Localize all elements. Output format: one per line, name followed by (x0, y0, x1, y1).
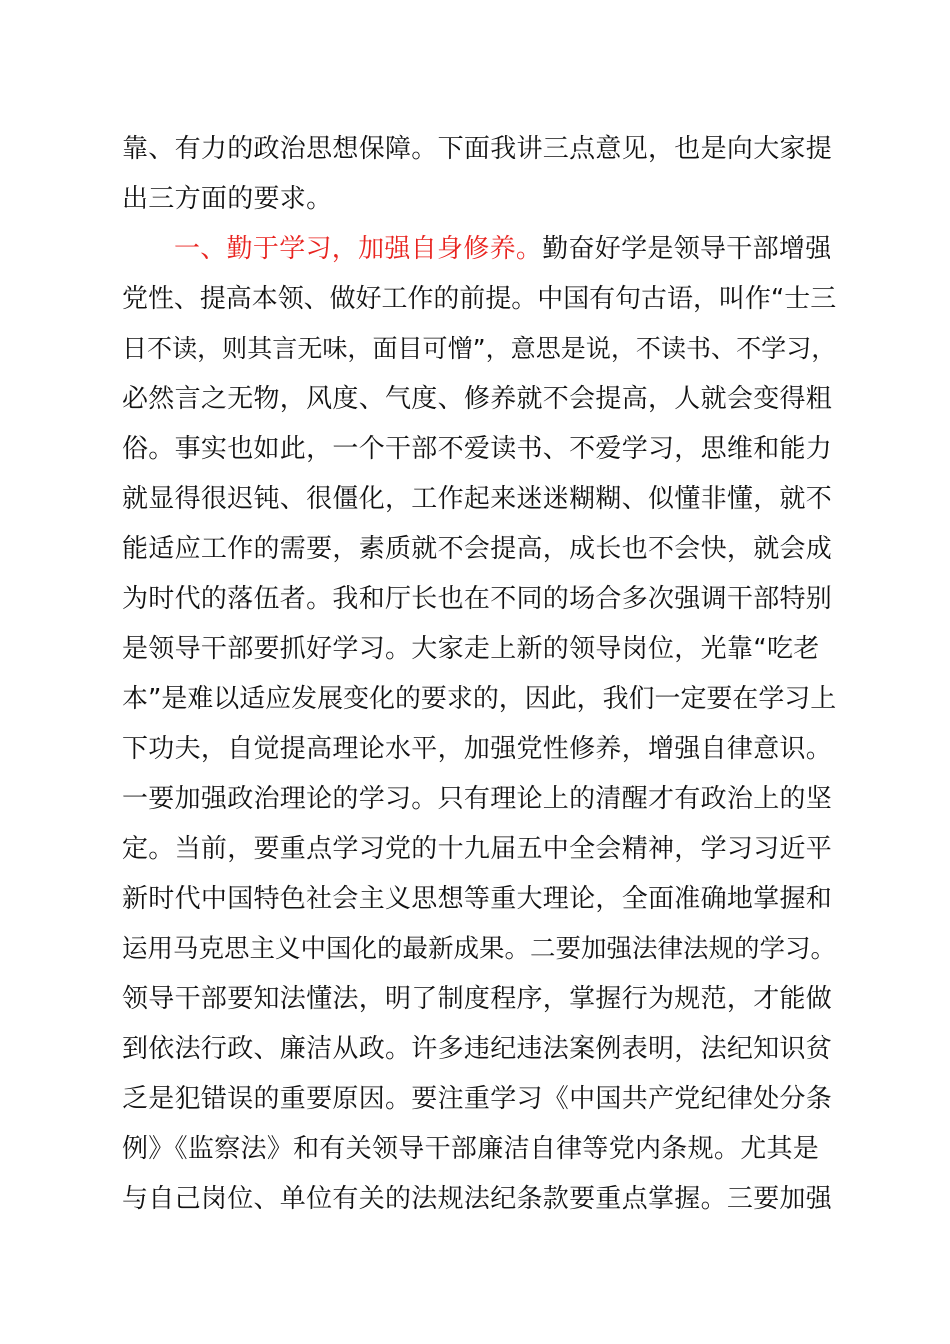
text-line: 日不读，则其言无味，面目可憎”，意思是说，不读书、不学习， (122, 334, 837, 363)
text-line: 就显得很迟钝、很僵化，工作起来迷迷糊糊、似懂非懂，就不 (122, 484, 833, 514)
text-line: 为时代的落伍者。我和厅长也在不同的场合多次强调干部特别 (122, 584, 833, 614)
text-line: 下功夫，自觉提高理论水平，加强党性修养，增强自律意识。 (122, 734, 833, 764)
text-line: 本”是难以适应发展变化的要求的，因此，我们一定要在学习上 (122, 684, 837, 714)
text-line: 例》《监察法》和有关领导干部廉洁自律等党内条规。尤其是 (122, 1134, 820, 1164)
section-heading-line (174, 232, 832, 266)
text-line: 定。当前，要重点学习党的十九届五中全会精神，学习习近平 (122, 834, 833, 864)
text-line: 领导干部要知法懂法，明了制度程序，掌握行为规范，才能做 (122, 984, 833, 1014)
text-line: 运用马克思主义中国化的最新成果。二要加强法律法规的学习。 (122, 934, 837, 964)
text-line: 与自己岗位、单位有关的法规法纪条款要重点掌握。三要加强 (122, 1184, 833, 1214)
text-line: 是领导干部要抓好学习。大家走上新的领导岗位，光靠“吃老 (122, 634, 820, 664)
text-line: 能适应工作的需要，素质就不会提高，成长也不会快，就会成 (122, 534, 833, 564)
text-line: 到依法行政、廉洁从政。许多违纪违法案例表明，法纪知识贫 (122, 1034, 833, 1064)
text-line: 必然言之无物，风度、气度、修养就不会提高，人就会变得粗 (122, 384, 833, 414)
heading-continuation: 勤奋好学是领导干部增强 (542, 234, 832, 264)
section-heading: 一、勤于学习，加强自身修养。 (174, 234, 543, 264)
text-line: 乏是犯错误的重要原因。要注重学习《中国共产党纪律处分条 (122, 1084, 833, 1114)
text-line: 靠、有力的政治思想保障。下面我讲三点意见，也是向大家提 (122, 134, 833, 164)
text-line: 出三方面的要求。 (122, 184, 333, 214)
text-line: 俗。事实也如此，一个干部不爱读书、不爱学习，思维和能力 (122, 434, 833, 464)
text-line: 一要加强政治理论的学习。只有理论上的清醒才有政治上的坚 (122, 784, 833, 814)
text-line: 新时代中国特色社会主义思想等重大理论，全面准确地掌握和 (122, 884, 833, 914)
text-line: 党性、提高本领、做好工作的前提。中国有句古语，叫作“士三 (122, 284, 837, 314)
